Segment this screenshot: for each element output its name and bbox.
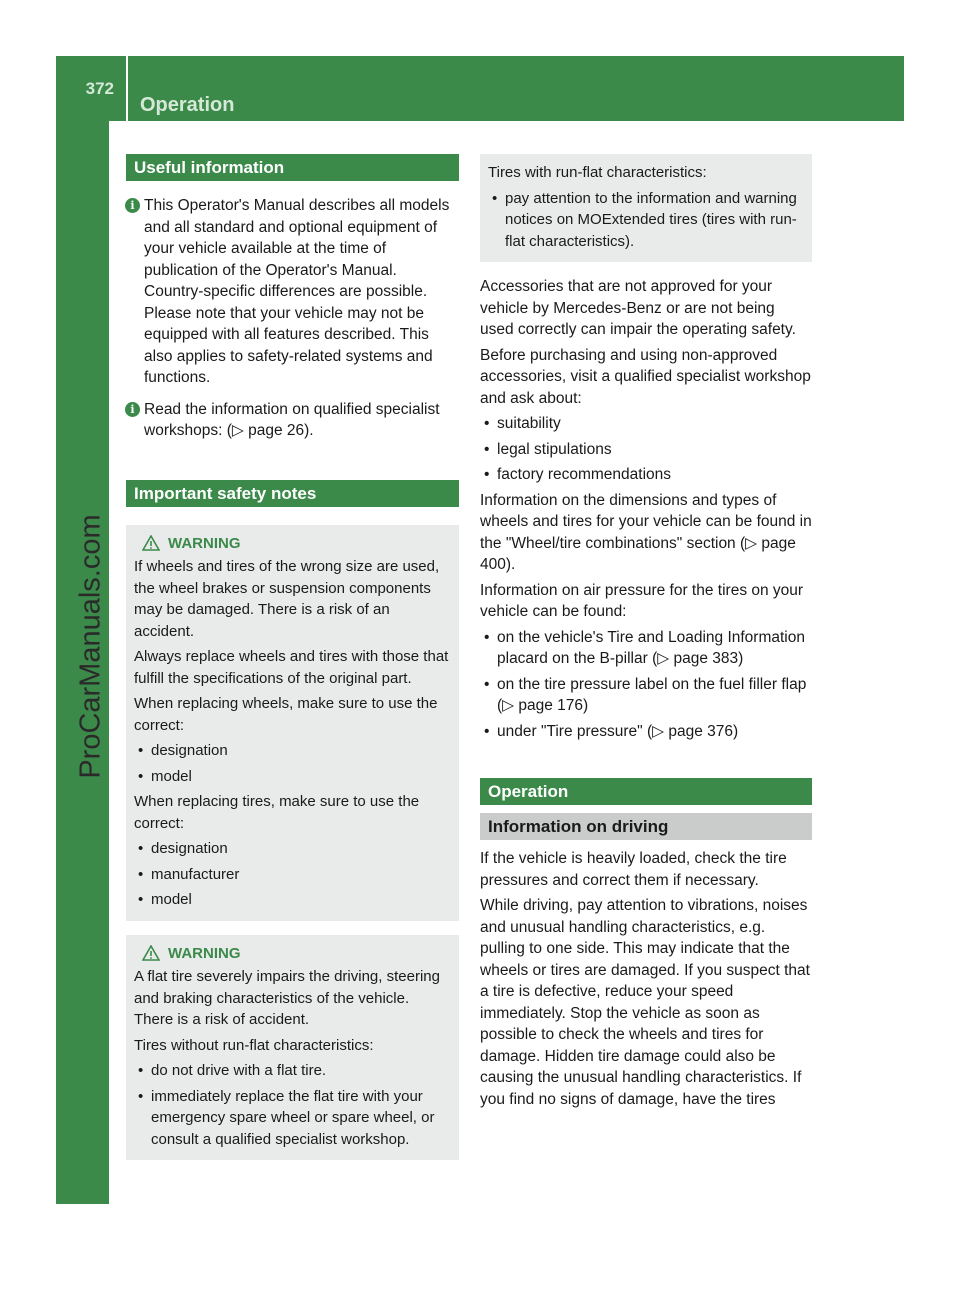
list-item: • on the tire pressure label on the fuel filler flap (▷ page 176) — [480, 674, 812, 717]
warning-text: Always replace wheels and tires with those that fulfill the specifications of the original part. — [134, 648, 449, 687]
list-item: • factory recommendations — [480, 464, 812, 486]
bullet-list — [488, 188, 804, 253]
warning-box — [126, 525, 459, 921]
driving-info-heading: Information on driving — [480, 813, 812, 840]
warning-text: When replacing tires, make sure to use the correct: — [134, 793, 420, 832]
paragraph: Accessories that are not approved for your vehicle by Mercedes-Benz or are not being used correctly can impair the operating safety. — [480, 278, 796, 338]
warning-triangle-icon — [142, 535, 160, 551]
paragraph: Before purchasing and using non-approved accessories, visit a qualified specialist workshop and ask about: — [480, 346, 811, 407]
paragraph: Information on air pressure for the tires on your vehicle can be found: — [480, 581, 804, 620]
list-item: • model — [134, 889, 451, 911]
header-divider — [126, 56, 128, 121]
bullet-list — [134, 838, 451, 911]
box-text: Tires with run-flat characteristics: — [488, 164, 707, 181]
list-item: • manufacturer — [134, 864, 451, 886]
page-header — [56, 56, 904, 121]
operation-heading: Operation — [480, 778, 812, 805]
warning-title: WARNING — [134, 533, 451, 555]
paragraph: While driving, pay attention to vibrations, noises and unusual handling characteristics, e.g. pulling to one side. This may indicate that the wheels or tires are damaged. If you suspect that a tire is defective, reduce your speed immediately. Stop the vehicle as soon as possible to check the wheels and tires for damage. Hidden tire damage could also be causing the unusual handling characteristics. If you find no signs of damage, have the tires — [480, 897, 810, 1108]
list-item: • legal stipulations — [480, 439, 812, 461]
info-note: i Read the information on qualified specialist workshops: (▷ page 26). — [126, 399, 459, 442]
right-column — [480, 154, 812, 1114]
run-flat-box — [480, 154, 812, 262]
info-icon: i — [125, 198, 140, 213]
warning-text: Tires without run-flat characteristics: — [134, 1036, 374, 1054]
watermark: ProCarManuals.com — [74, 514, 107, 779]
useful-info-heading: Useful information — [126, 154, 459, 181]
bullet-list — [134, 740, 451, 787]
list-item: • under "Tire pressure" (▷ page 376) — [480, 721, 812, 743]
list-item: • designation — [134, 740, 451, 762]
page-title: Operation — [140, 94, 235, 116]
bullet-list — [480, 413, 812, 486]
warning-title: WARNING — [134, 943, 451, 965]
list-item: • model — [134, 766, 451, 788]
warning-text: A flat tire severely impairs the driving, steering and braking characteristics of the vehicle. There is a risk of accident. — [134, 968, 440, 1028]
list-item: • pay attention to the information and warning notices on MOExtended tires (tires with run-flat characteristics). — [488, 188, 804, 253]
warning-box — [126, 935, 459, 1161]
warning-text: If wheels and tires of the wrong size are used, the wheel brakes or suspension components may be damaged. There is a risk of an accident. — [134, 558, 440, 640]
list-item: • designation — [134, 838, 451, 860]
bullet-list — [480, 627, 812, 743]
paragraph: Information on the dimensions and types of wheels and tires for your vehicle can be found in the "Wheel/tire combinations" section (▷ page 400). — [480, 491, 812, 573]
safety-notes-heading: Important safety notes — [126, 480, 459, 507]
info-note: i This Operator's Manual describes all models and all standard and optional equipment of your vehicle available at the time of publication of the Operator's Manual. Country-specific differences are possible. Please note that your vehicle may not be equipped with all features described. This also applies to safety-related systems and functions. — [126, 195, 459, 389]
list-item: • do not drive with a flat tire. — [134, 1060, 451, 1082]
warning-text: When replacing wheels, make sure to use the correct: — [134, 695, 438, 734]
list-item: • suitability — [480, 413, 812, 435]
left-column — [126, 154, 459, 1160]
page-number: 372 — [85, 79, 114, 98]
warning-triangle-icon — [142, 945, 160, 961]
paragraph: If the vehicle is heavily loaded, check the tire pressures and correct them if necessary. — [480, 850, 787, 889]
list-item: • immediately replace the flat tire with your emergency spare wheel or spare wheel, or consult a qualified specialist workshop. — [134, 1086, 451, 1151]
list-item: • on the vehicle's Tire and Loading Information placard on the B-pillar (▷ page 383) — [480, 627, 812, 670]
info-icon: i — [125, 402, 140, 417]
bullet-list — [134, 1060, 451, 1150]
